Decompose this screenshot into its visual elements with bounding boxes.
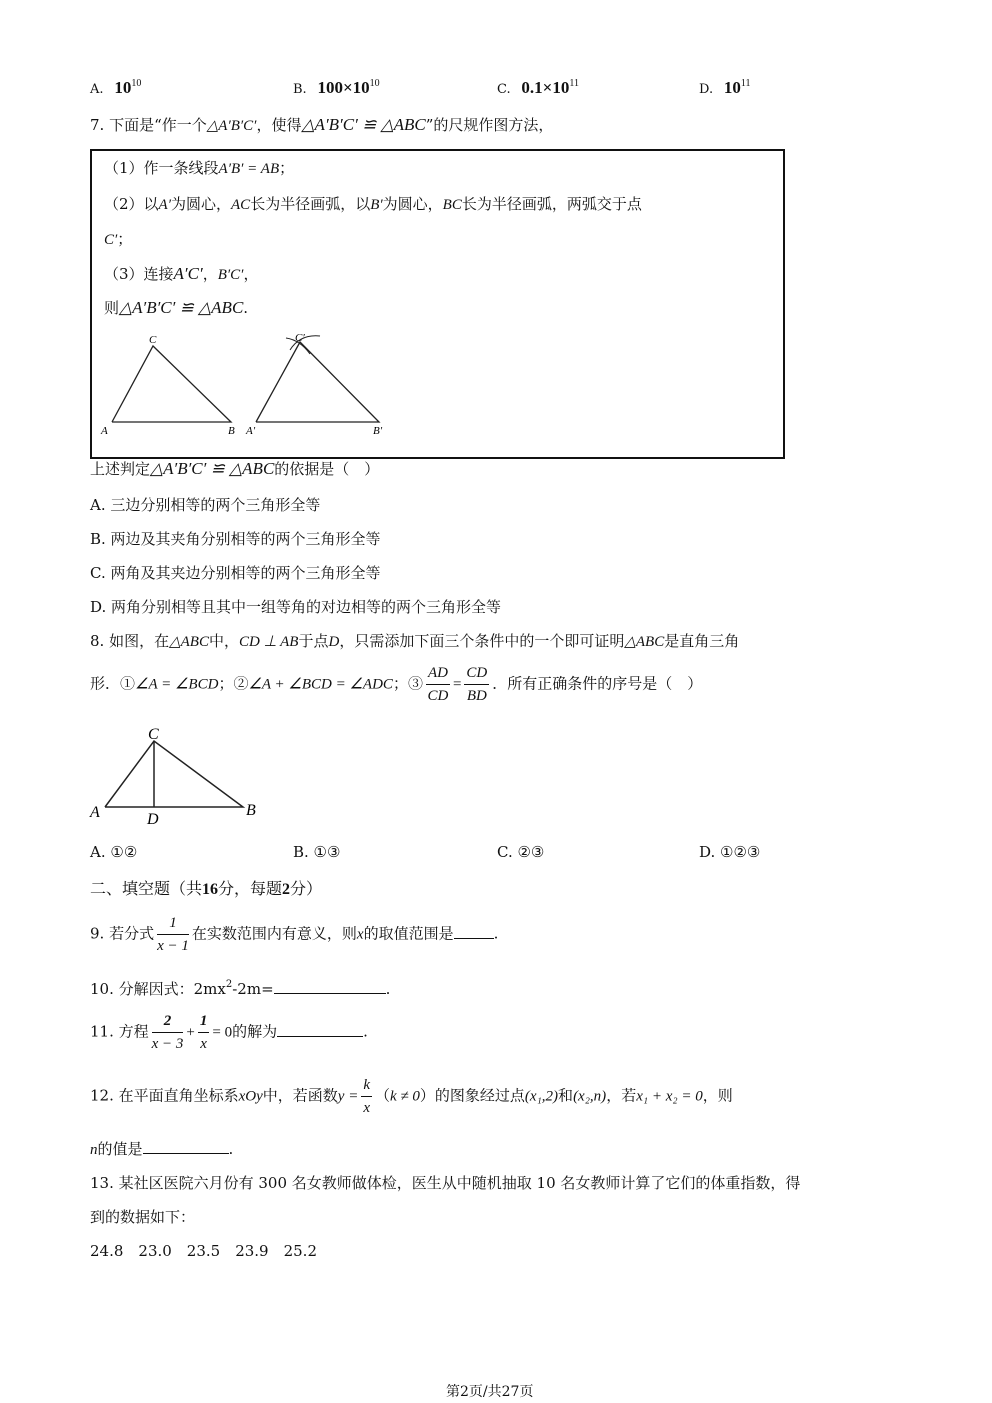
label-b: B	[228, 425, 235, 437]
q8-option-b: B. ①③	[293, 843, 341, 861]
q7-option-a: A. 三边分别相等的两个三角形全等	[90, 496, 321, 514]
q7-conclusion: 则△A′B′C′ ≌ △ABC.	[104, 298, 249, 317]
q7-step2-cont: C′；	[104, 230, 133, 248]
triangle-abc	[105, 741, 243, 807]
q12-answer-blank[interactable]	[143, 1153, 229, 1154]
label-b: B	[246, 802, 256, 819]
q7-figure	[96, 330, 396, 440]
page-footer: 第2页/共27页	[446, 1384, 534, 1400]
q8-stem-line1: 8. 如图，在△ABC中，CD ⊥ AB于点D，只需添加下面三个条件中的一个即可证明△ABC是直角三角	[90, 632, 740, 650]
fraction-2-over-x-minus-3: $\frac{2}{x - 3}$	[152, 1010, 184, 1055]
q6-option-b: B. $100\times 10^{10}$	[293, 78, 380, 97]
q12-line2: n的值是 .	[90, 1140, 234, 1158]
triangle-a2b2c2	[256, 342, 379, 422]
triangle-abc	[112, 346, 231, 422]
section-2-title: 二、填空题（共16分，每题2分）	[90, 879, 323, 898]
q8-option-c: C. ②③	[497, 843, 545, 861]
q6-option-d: D. $10^{11}$	[699, 78, 751, 97]
q8-option-a: A. ①②	[90, 843, 138, 861]
q7-option-c: C. 两角及其夹边分别相等的两个三角形全等	[90, 564, 381, 582]
q9-answer-blank[interactable]	[454, 938, 494, 939]
q7-question: 上述判定△A′B′C′ ≌ △ABC的依据是（ ）	[90, 459, 380, 478]
q7-option-d: D. 两角分别相等且其中一组等角的对边相等的两个三角形全等	[90, 598, 502, 616]
fraction-cd-bd: $\frac{CD}{BD}$	[464, 662, 489, 707]
q11-answer-blank[interactable]	[277, 1036, 363, 1037]
q10: 10. 分解因式：$2mx^2-2m=$ .	[90, 979, 391, 998]
label-d: D	[147, 811, 159, 826]
label-c: C	[148, 726, 159, 743]
q7-step2: （2）以A′为圆心，AC长为半径画弧，以B′为圆心，BC长为半径画弧，两弧交于点	[104, 195, 642, 213]
label-c: C	[149, 334, 157, 346]
q7-stem: 7. 下面是“作一个△A′B′C′，使得△A′B′C′ ≌ △ABC”的尺规作图方法，	[90, 115, 554, 134]
q6-option-a: A. $10^{10}$	[90, 78, 142, 97]
fraction-1-over-x-minus-1: $\frac{1}{x - 1}$	[157, 912, 189, 957]
q6-option-c: C. $0.1\times 10^{11}$	[497, 78, 579, 97]
q13-line2: 到的数据如下：	[90, 1208, 196, 1226]
label-a: A	[101, 425, 108, 437]
q8-option-d: D. ①②③	[699, 843, 761, 861]
fraction-ad-cd: $\frac{AD}{CD}$	[426, 662, 450, 707]
q7-step1: （1）作一条线段A′B′ = AB；	[104, 159, 295, 177]
q13-line1: 13. 某社区医院六月份有 300 名女教师做体检，医生从中随机抽取 10 名女教师计算了它们的体重指数，得	[90, 1174, 801, 1192]
q8-figure	[88, 724, 268, 826]
label-a-prime: A′	[246, 425, 256, 437]
q11: 11. 方程 $\frac{2}{x - 3}$ + $\frac{1}{x}$ = 0的解为 .	[90, 1010, 368, 1055]
q10-answer-blank[interactable]	[274, 993, 386, 994]
q7-option-b: B. 两边及其夹角分别相等的两个三角形全等	[90, 530, 381, 548]
label-a: A	[90, 804, 100, 821]
q8-stem-line2: 形．①∠A = ∠BCD；②∠A + ∠BCD = ∠ADC；③ $\frac{AD}{CD}$ = $\frac{CD}{BD}$ ．所有正确条件的序号是（ ）	[90, 662, 702, 707]
fraction-1-over-x: $\frac{1}{x}$	[198, 1010, 210, 1055]
q13-data: 24.8 23.0 23.5 23.9 25.2	[90, 1242, 317, 1260]
label-c-prime: C′	[295, 332, 305, 344]
q7-step3: （3）连接A′C′，B′C′，	[104, 264, 259, 283]
q12-line1: 12. 在平面直角坐标系xOy中，若函数y = $\frac{k}{x}$ （k ≠ 0）的图象经过点(x₁,2)和(x₂,n)，若x₁ + x₂ = 0，则	[90, 1074, 733, 1119]
label-b-prime: B′	[373, 425, 383, 437]
q9: 9. 若分式 $\frac{1}{x - 1}$ 在实数范围内有意义，则x的取值范围是 .	[90, 912, 498, 957]
fraction-k-over-x: $\frac{k}{x}$	[361, 1074, 372, 1119]
